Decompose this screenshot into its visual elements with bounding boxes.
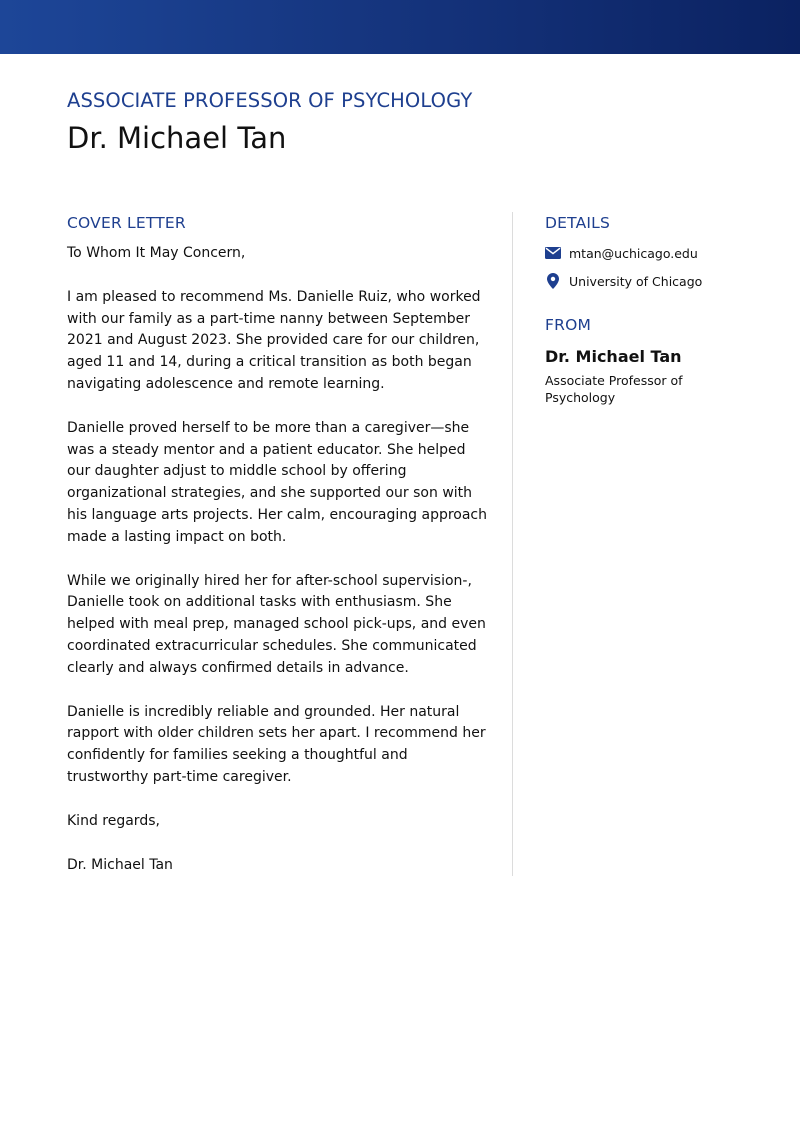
column-divider <box>512 212 513 876</box>
salutation: To Whom It May Concern, <box>67 245 246 261</box>
job-title: ASSOCIATE PROFESSOR OF PSYCHOLOGY <box>67 89 473 112</box>
letter-paragraph: Danielle proved herself to be more than a caregiver—she was a steady mentor and a patient educator. She helped our daughter adjust to middle school by offering organizational strategies, and she supported our son with his language arts projects. Her calm, encouraging approach made a lasting impact on both. <box>67 419 487 545</box>
email-row <box>545 243 760 263</box>
details-heading: DETAILS <box>545 214 611 232</box>
letter-paragraph: While we originally hired her for after-school supervision-, Danielle took on additional tasks with enthusiasm. She helped with meal prep, managed school pick-ups, and even coordinated extracurricular schedules. She communicated clearly and always confirmed details in advance. <box>67 572 486 676</box>
cover-letter-section <box>67 212 492 876</box>
envelope-icon <box>545 245 561 261</box>
map-pin-icon <box>545 273 561 289</box>
from-heading: FROM <box>545 316 592 334</box>
from-role: Associate Professor of Psychology <box>545 373 683 405</box>
letter-paragraph: I am pleased to recommend Ms. Danielle Ruiz, who worked with our family as a part-time nanny between September 2021 and August 2023. She provided care for our children, aged 11 and 14, during a critical transition as both began navigating adolescence and remote learning. <box>67 288 481 392</box>
author-name: Dr. Michael Tan <box>67 121 287 155</box>
location-row <box>545 271 760 291</box>
details-list <box>545 243 760 291</box>
signature-name: Dr. Michael Tan <box>67 856 173 873</box>
from-name: Dr. Michael Tan <box>545 347 682 366</box>
location-text: University of Chicago <box>569 273 703 289</box>
page-header <box>67 88 747 156</box>
cover-letter-heading: COVER LETTER <box>67 214 186 232</box>
letter-paragraph: Danielle is incredibly reliable and grounded. Her natural rapport with older children sets her apart. I recommend her confidently for families seeking a thoughtful and trustworthy part-time caregiver. <box>67 703 486 785</box>
closing: Kind regards, <box>67 812 160 829</box>
email-link[interactable]: mtan@uchicago.edu <box>569 245 698 261</box>
letter-body <box>67 243 492 876</box>
header-band <box>0 0 800 54</box>
sidebar <box>545 212 760 406</box>
